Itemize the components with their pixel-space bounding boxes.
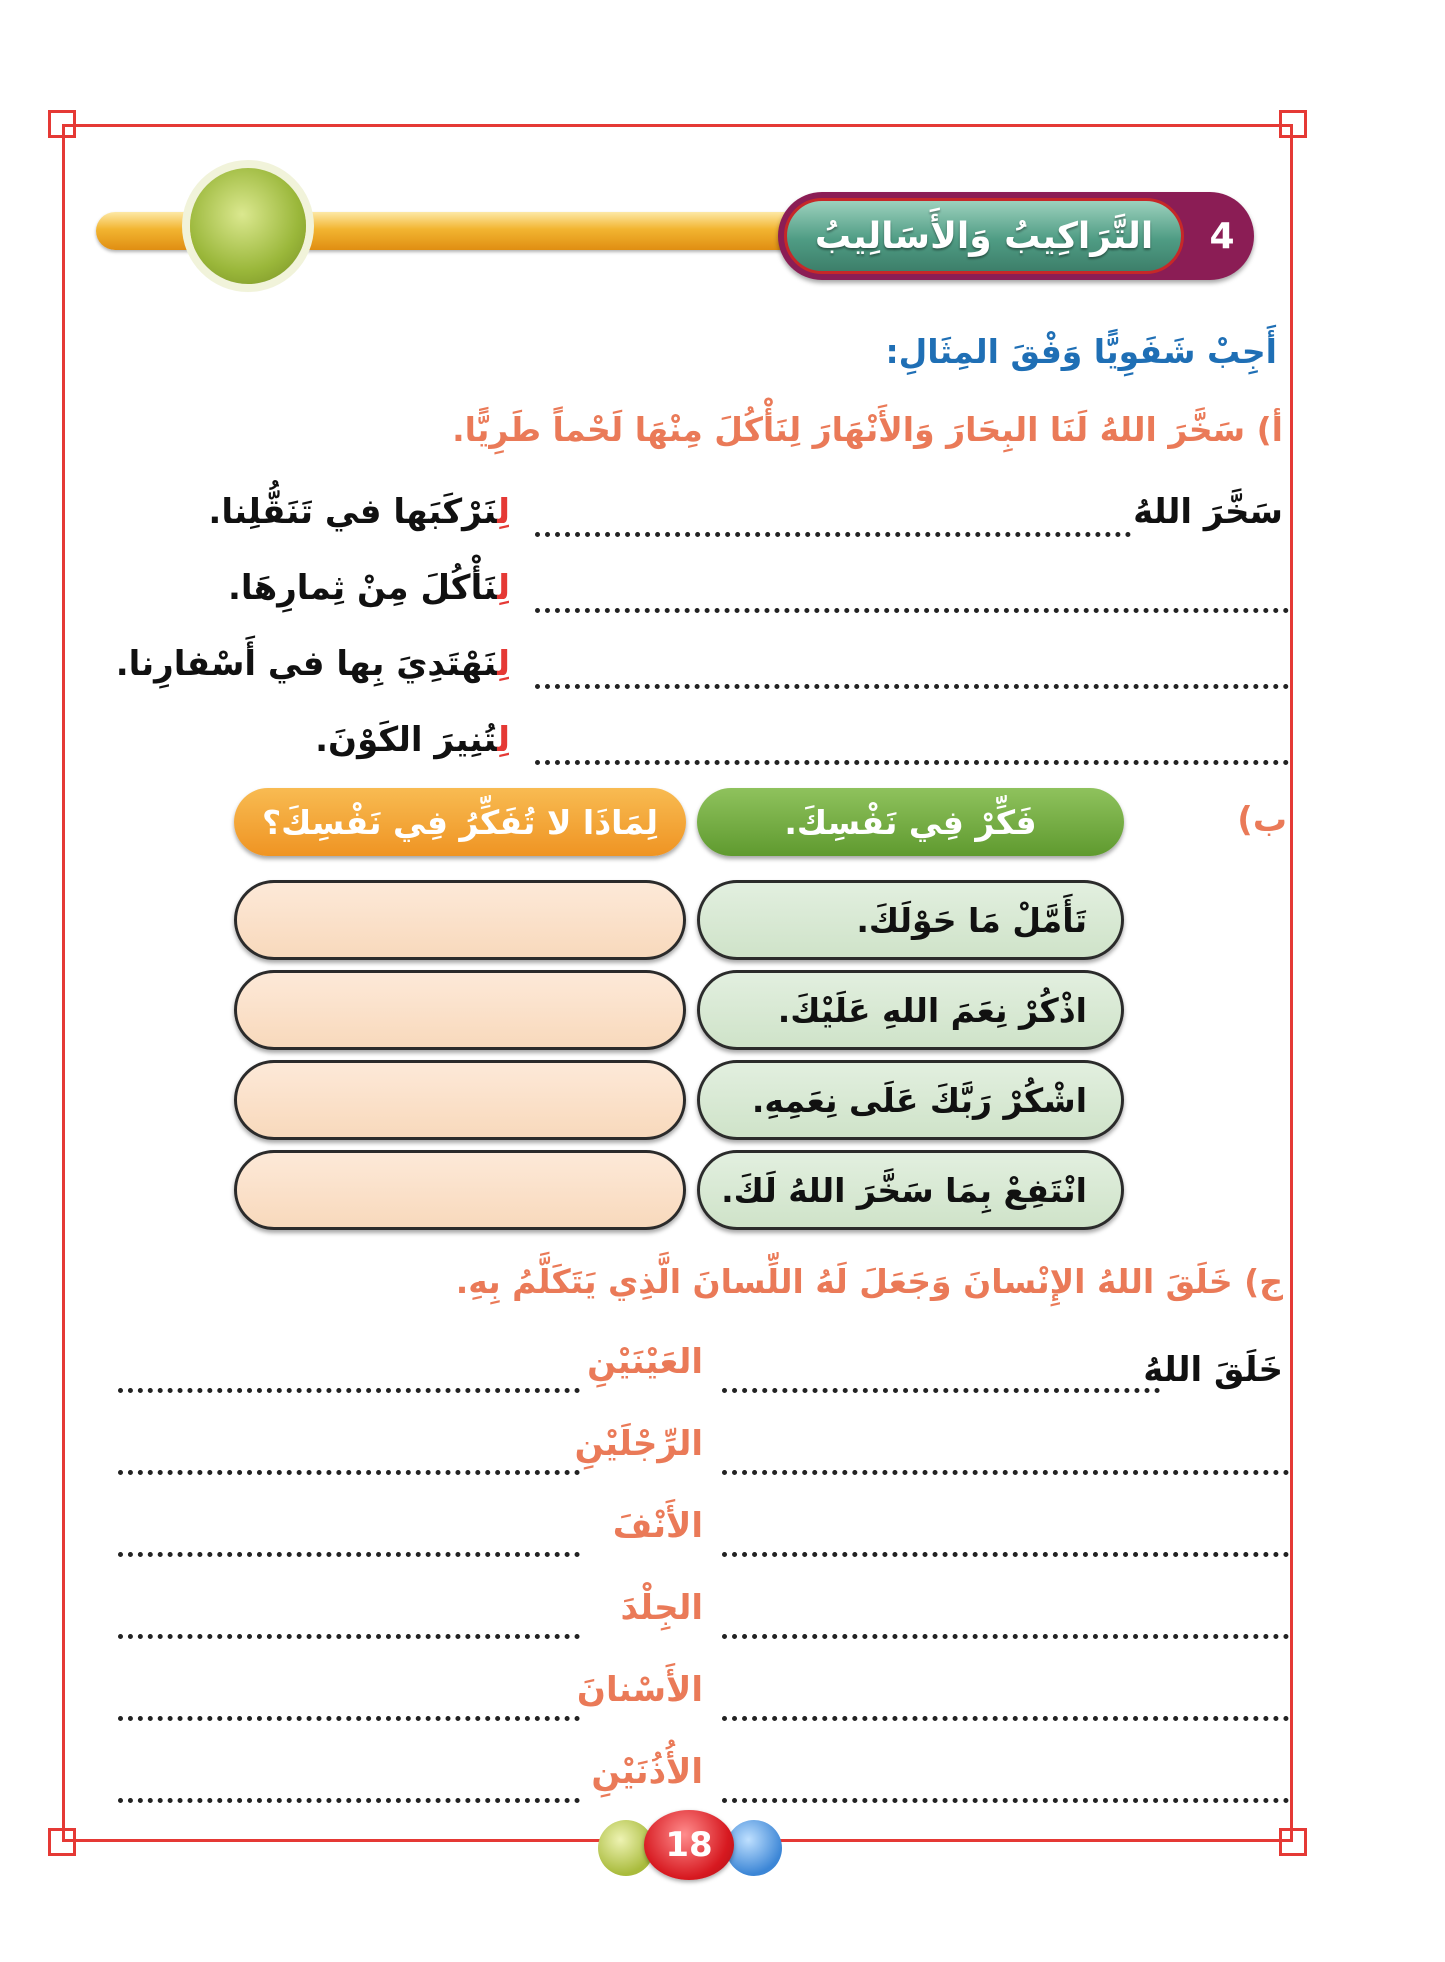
answer-line[interactable] (722, 1470, 1289, 1475)
section-a-example: أ) سَخَّرَ اللهُ لَنَا البِحَارَ وَالأَنْهَارَ لِنَأْكُلَ مِنْهَا لَحْماً طَرِيًّا. (452, 410, 1283, 449)
decorative-ball-icon (726, 1820, 782, 1876)
section-c-word: الأَسْنانَ (576, 1670, 703, 1710)
section-a-line-1: لِنَرْكَبَها في تَنَقُّلِنا. (208, 492, 510, 532)
answer-line[interactable] (118, 1470, 580, 1475)
answer-line[interactable] (535, 760, 1289, 765)
table-row: تَأَمَّلْ مَا حَوْلَكَ. (697, 880, 1124, 960)
answer-cell[interactable] (234, 1060, 686, 1140)
answer-line[interactable] (535, 684, 1289, 689)
table-row: انْتَفِعْ بِمَا سَخَّرَ اللهُ لَكَ. (697, 1150, 1124, 1230)
answer-line[interactable] (722, 1716, 1289, 1721)
answer-line[interactable] (118, 1634, 580, 1639)
answer-line[interactable] (118, 1388, 580, 1393)
answer-cell[interactable] (234, 880, 686, 960)
answer-line[interactable] (535, 608, 1289, 613)
answer-line[interactable] (722, 1634, 1289, 1639)
table-row: اذْكُرْ نِعَمَ اللهِ عَلَيْكَ. (697, 970, 1124, 1050)
answer-line[interactable] (722, 1552, 1289, 1557)
section-c-word: العَيْنَيْنِ (587, 1342, 703, 1382)
answer-cell[interactable] (234, 1150, 686, 1230)
page-number-badge (598, 1810, 782, 1880)
answer-cell[interactable] (234, 970, 686, 1050)
section-c-word: الجِلْدَ (620, 1588, 703, 1628)
header-medallion-icon (190, 168, 306, 284)
section-c-start-label: خَلَقَ اللهُ (1143, 1350, 1283, 1390)
answer-line[interactable] (118, 1716, 580, 1721)
table-row: اشْكُرْ رَبَّكَ عَلَى نِعَمِهِ. (697, 1060, 1124, 1140)
section-a-line-2: لِنَأْكُلَ مِنْ ثِمارِهَا. (227, 568, 510, 608)
table-header-right: فَكِّرْ فِي نَفْسِكَ. (697, 788, 1124, 856)
section-a-start-label: سَخَّرَ اللهُ (1133, 492, 1283, 532)
answer-line[interactable] (535, 532, 1131, 537)
lesson-number: 4 (1209, 215, 1235, 257)
section-c-word: الأَنْفَ (612, 1506, 703, 1546)
border-corner-ornament (1279, 1828, 1307, 1856)
section-c-word: الأُذُنَيْنِ (591, 1752, 703, 1792)
section-a-line-4: لِتُنِيرَ الكَوْنَ. (315, 720, 510, 760)
section-c-word: الرِّجْلَيْنِ (574, 1424, 703, 1464)
table-header-left: لِمَاذَا لا تُفَكِّرُ فِي نَفْسِكَ؟ (234, 788, 686, 856)
border-corner-ornament (1279, 110, 1307, 138)
border-corner-ornament (48, 1828, 76, 1856)
instruction: أَجِبْ شَفَوِيًّا وَفْقَ المِثَالِ: (885, 332, 1277, 371)
answer-line[interactable] (118, 1798, 580, 1803)
answer-line[interactable] (722, 1798, 1289, 1803)
section-a-line-3: لِنَهْتَدِيَ بِها في أَسْفارِنا. (115, 644, 510, 684)
answer-line[interactable] (118, 1552, 580, 1557)
border-corner-ornament (48, 110, 76, 138)
answer-line[interactable] (722, 1388, 1160, 1393)
page-number: 18 (644, 1810, 734, 1880)
section-c-example: ج) خَلَقَ اللهُ الإِنْسانَ وَجَعَلَ لَهُ اللِّسانَ الَّذِي يَتَكَلَّمُ بِهِ. (455, 1262, 1283, 1301)
section-b-label: ب) (1237, 800, 1287, 840)
lesson-title: التَّرَاكِيبُ وَالأَسَالِيبُ (784, 198, 1184, 274)
